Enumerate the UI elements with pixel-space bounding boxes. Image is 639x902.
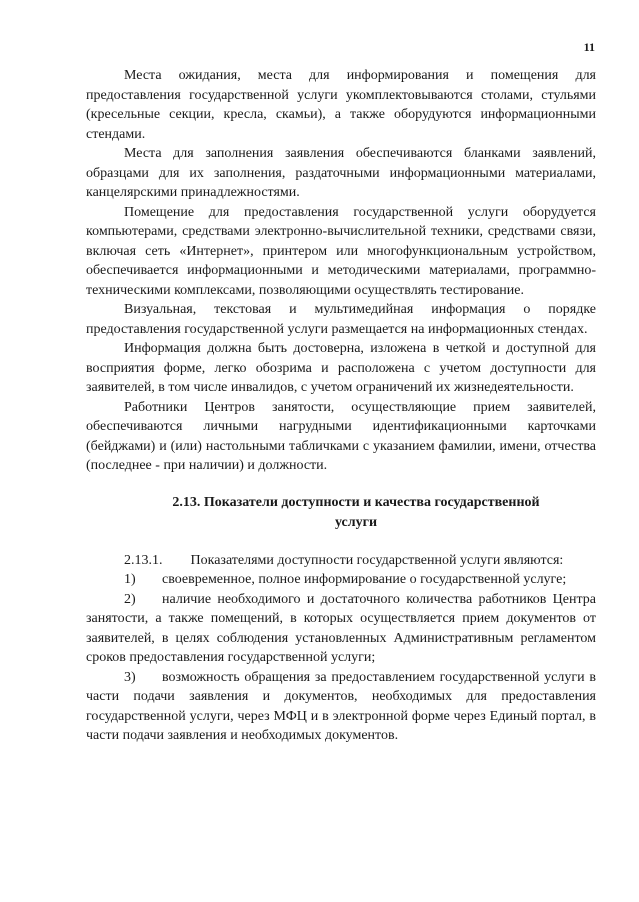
paragraph-information-requirements: Информация должна быть достоверна, изложена в четкой и доступной для восприятия форме, легко обозрима и расположена с учетом доступности для заявителей, в том числе инвалидов, с учетом ограничений их жизнедеятельности. xyxy=(86,341,596,395)
list-item-text: возможность обращения за предоставлением государственной услуги в части подачи заявления и документов, необходимых для предоставления государственной услуги, через МФЦ и в электронной форме через Единый портал, в части подачи заявления и необходимых документов. xyxy=(86,669,596,743)
section-intro: 2.13.1. Показателями доступности государственной услуги являются: xyxy=(124,552,564,568)
list-item-number: 1) xyxy=(124,572,136,587)
section-heading-line-2: услуги xyxy=(334,514,378,530)
list-item xyxy=(86,570,596,590)
list-item-number: 2) xyxy=(124,591,136,607)
list-item-text: наличие необходимого и достаточного количества работников Центра занятости, а также помещений, в которых осуществляется прием документов от заявителей, в целях соблюдения установленных Административным регламентом сроков предоставления государственной услуги; xyxy=(86,591,596,665)
list-item xyxy=(86,668,596,746)
paragraph-information-stands: Визуальная, текстовая и мультимедийная информация о порядке предоставления государственной услуги размещается на информационных стендах. xyxy=(86,302,596,337)
paragraph-waiting-places: Места ожидания, места для информирования и помещения для предоставления государственной услуги укомплектовываются столами, стульями (кресельные секции, кресла, скамьи), а также оборудуются информационными стендами. xyxy=(86,68,596,142)
list-item xyxy=(86,590,596,668)
paragraph-staff-badges: Работники Центров занятости, осуществляющие прием заявителей, обеспечиваются личными нагрудными идентификационными карточками (бейджами) и (или) настольными табличками с указанием фамилии, имени, отчества (последнее - при наличии) и должности. xyxy=(86,399,596,473)
section-heading-line-1: 2.13. Показатели доступности и качества государственной xyxy=(172,494,540,510)
document-body xyxy=(86,66,596,746)
list-item-number: 3) xyxy=(124,669,136,685)
list-item-text: своевременное, полное информирование о государственной услуге; xyxy=(162,572,567,587)
paragraph-form-places: Места для заполнения заявления обеспечиваются бланками заявлений, образцами для их заполнения, раздаточными информационными материалами, канцелярскими принадлежностями. xyxy=(86,146,596,200)
paragraph-equipment: Помещение для предоставления государственной услуги оборудуется компьютерами, средствами электронно-вычислительной техники, средствами связи, включая сеть «Интернет», принтером или многофункциональным устройством, обеспечивается информационными и методическими материалами, программно-техническими комплексами, позволяющими осуществлять тестирование. xyxy=(86,204,596,298)
page-number: 11 xyxy=(583,40,595,54)
section-heading xyxy=(86,493,596,533)
